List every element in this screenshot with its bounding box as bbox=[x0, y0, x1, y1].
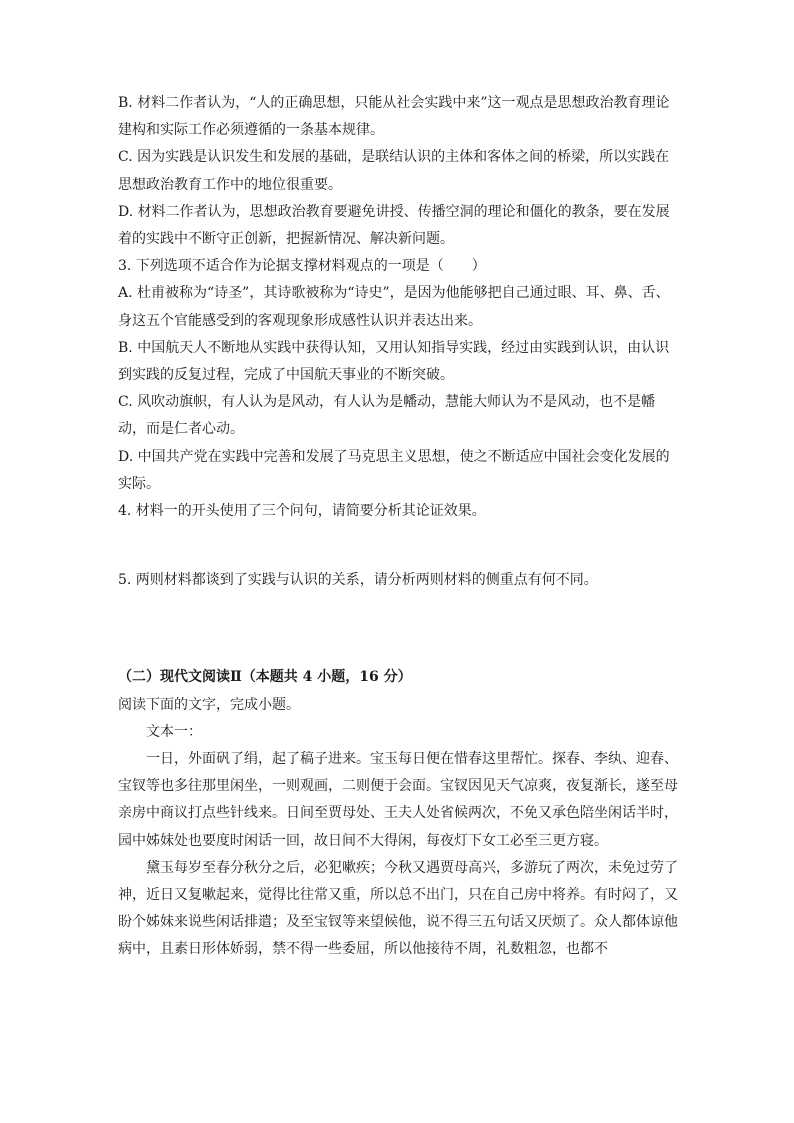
reading-instruction: 阅读下面的文字，完成小题。 bbox=[118, 696, 300, 713]
option-c-practice: C. 因为实践是认识发生和发展的基础，是联结认识的主体和客体之间的桥梁，所以实践在思想政治教育工作中的地位很重要。 bbox=[118, 149, 670, 193]
option-b-material2: B. 材料二作者认为，“人的正确思想，只能从社会实践中来”这一观点是思想政治教育理论建构和实际工作必须遵循的一条基本规律。 bbox=[118, 95, 670, 139]
q3-option-a: A. 杜甫被称为“诗圣”，其诗歌被称为“诗史”，是因为他能够把自己通过眼、耳、鼻、舌、身这五个官能感受到的客观现象形成感性认识并表达出来。 bbox=[118, 285, 670, 329]
text-paragraph-2: 黛玉每岁至春分秋分之后，必犯嗽疾；今秋又遇贾母高兴，多游玩了两次，未免过劳了神，近日又复嗽起来，觉得比往常又重，所以总不出门，只在自己房中将养。有时闷了，又盼个姊妹来说些闲话排遣；及至宝钗等来望候他，说不得三五句话又厌烦了。众人都体谅他病中，且素日形体娇弱，禁不得一些委屈，所以他接待不周，礼数粗忽，也都不 bbox=[118, 859, 678, 958]
q3-option-d: D. 中国共产党在实践中完善和发展了马克思主义思想，使之不断适应中国社会变化发展的实际。 bbox=[118, 448, 670, 492]
answer-space-q4 bbox=[118, 525, 678, 567]
answer-space-q5 bbox=[118, 594, 678, 664]
option-d-material2: D. 材料二作者认为，思想政治教育要避免讲授、传播空洞的理论和僵化的教条，要在发展着的实践中不断守正创新，把握新情况、解决新问题。 bbox=[118, 203, 670, 248]
document-body bbox=[118, 90, 678, 964]
question-5: 5. 两则材料都谈到了实践与认识的关系，请分析两则材料的侧重点有何不同。 bbox=[118, 572, 598, 589]
question-3: 3. 下列选项不适合作为论据支撑材料观点的一项是（ ） bbox=[118, 258, 486, 275]
text-paragraph-1: 一日，外面矾了绢，起了稿子进来。宝玉每日便在惜春这里帮忙。探春、李纨、迎春、宝钗等也多往那里闲坐，一则观画，二则便于会面。宝钗因见天气凉爽，夜复渐长，遂至母亲房中商议打点些针线来。日间至贾母处、王夫人处省候两次，不免又承色陪坐闲话半时，园中姊妹处也要度时闲话一回，故日间不大得闲，每夜灯下女工必至三更方寝。 bbox=[118, 751, 678, 849]
q3-option-b: B. 中国航天人不断地从实践中获得认知，又用认知指导实践，经过由实践到认识，由认识到实践的反复过程，完成了中国航天事业的不断突破。 bbox=[118, 339, 670, 384]
question-4: 4. 材料一的开头使用了三个问句，请简要分析其论证效果。 bbox=[118, 503, 486, 520]
q3-option-c: C. 风吹动旗帜，有人认为是风动，有人认为是幡动，慧能大师认为不是风动，也不是幡动，而是仁者心动。 bbox=[118, 394, 656, 438]
section-title: （二）现代文阅读Ⅱ（本题共 4 小题，16 分） bbox=[118, 669, 412, 686]
text-label: 文本一： bbox=[146, 723, 202, 740]
